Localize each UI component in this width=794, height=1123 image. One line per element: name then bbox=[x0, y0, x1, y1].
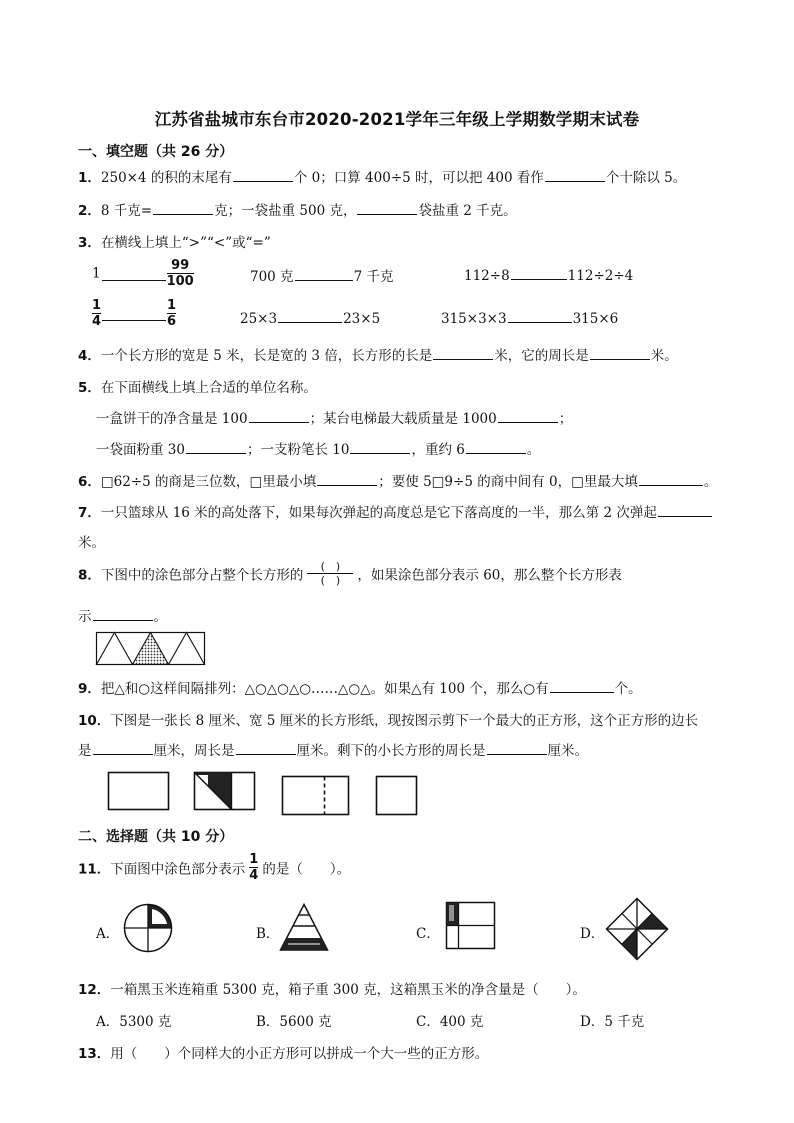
q1-blank-1[interactable] bbox=[233, 167, 293, 182]
q11-option-d-label: D． bbox=[580, 926, 605, 942]
q3-6-blank[interactable] bbox=[508, 308, 572, 323]
q12-option-c[interactable] bbox=[416, 1010, 483, 1030]
q11-diamond-figure bbox=[606, 898, 670, 962]
q10-folded-paper-figure bbox=[194, 772, 256, 812]
question-1 bbox=[78, 166, 686, 186]
q2-number: 2． bbox=[78, 203, 101, 219]
q5-text: 在下面横线上填上合适的单位名称。 bbox=[100, 380, 317, 396]
q5-l2-text-a: 一袋面粉重 30 bbox=[96, 442, 185, 458]
q5-l1-text-b: ；某台电梯最大载质量是 1000 bbox=[309, 411, 497, 427]
q5-blank-1[interactable] bbox=[249, 408, 309, 423]
q3-4-fraction-right bbox=[167, 298, 176, 329]
q3-5-blank[interactable] bbox=[278, 308, 342, 323]
q3-1-fraction-num: 99 bbox=[171, 258, 190, 273]
q10-line-2 bbox=[78, 739, 588, 759]
q8-number: 8． bbox=[78, 567, 101, 584]
q12-option-d[interactable] bbox=[580, 1010, 644, 1030]
q12-option-a[interactable] bbox=[96, 1010, 171, 1030]
q3-compare-5 bbox=[240, 308, 380, 327]
q10-text-d: 厘米。剩下的小长方形的周长是 bbox=[296, 743, 486, 759]
q6-text-a: □62÷5 的商是三位数，□里最小填 bbox=[100, 474, 317, 490]
q3-text: 在横线上填上“>”“<”或“=” bbox=[100, 235, 271, 251]
q5-blank-3[interactable] bbox=[186, 439, 246, 454]
q3-number: 3． bbox=[78, 235, 101, 251]
q3-1-left: 1 bbox=[92, 265, 101, 282]
q1-text-c: 个十除以 5。 bbox=[605, 170, 687, 186]
q9-blank-1[interactable] bbox=[550, 678, 614, 693]
q8-triangle-rectangle-figure bbox=[96, 632, 206, 666]
q4-text-b: 米，它的周长是 bbox=[494, 348, 589, 364]
q7-text-b: 米。 bbox=[78, 535, 105, 551]
q11-fraction bbox=[249, 852, 258, 883]
q11-option-d[interactable] bbox=[580, 922, 604, 942]
q12-option-a-label: A．5300 克 bbox=[96, 1014, 172, 1030]
question-2 bbox=[78, 199, 517, 219]
q12-option-d-label: D．5 千克 bbox=[580, 1014, 645, 1030]
q4-blank-2[interactable] bbox=[590, 345, 650, 360]
q10-text-a: 下图是一张长 8 厘米、宽 5 厘米的长方形纸，现按图示剪下一个最大的正方形，这个正方形的边长 bbox=[110, 713, 699, 729]
q11-option-a-label: A． bbox=[96, 926, 120, 942]
q6-number: 6． bbox=[78, 474, 101, 490]
q8-blank-1[interactable] bbox=[93, 606, 153, 621]
question-5 bbox=[78, 376, 317, 396]
q4-text-c: 米。 bbox=[650, 348, 678, 364]
q11-option-b-label: B． bbox=[256, 926, 280, 942]
section-choice: 二、选择题（共 10 分） bbox=[78, 829, 234, 845]
q3-3-blank[interactable] bbox=[511, 265, 567, 280]
question-6 bbox=[78, 470, 717, 490]
q8-line-2 bbox=[78, 605, 167, 625]
q5-blank-4[interactable] bbox=[350, 439, 410, 454]
question-4 bbox=[78, 344, 678, 364]
q1-number: 1． bbox=[78, 170, 101, 186]
q2-blank-2[interactable] bbox=[357, 200, 417, 215]
q7-number: 7． bbox=[78, 505, 101, 521]
q6-text-b: ；要使 5□9÷5 的商中间有 0，□里最大填 bbox=[378, 474, 638, 490]
q8-fraction-num-blank: ( ) bbox=[320, 560, 341, 573]
question-9 bbox=[78, 677, 642, 697]
q11-fraction-num: 1 bbox=[249, 852, 259, 867]
q10-blank-3[interactable] bbox=[487, 740, 547, 755]
q3-4-left-den: 4 bbox=[92, 314, 102, 329]
q4-number: 4． bbox=[78, 348, 101, 364]
q10-dashed-cut-figure bbox=[282, 776, 350, 816]
q3-1-fraction bbox=[167, 258, 194, 289]
q2-text-a: 8 千克= bbox=[100, 203, 153, 219]
question-13 bbox=[78, 1042, 488, 1062]
q8-text-a: 下图中的涂色部分占整个长方形的 bbox=[100, 567, 304, 584]
q3-compare-6 bbox=[441, 308, 618, 327]
q3-3-left: 112÷8 bbox=[464, 268, 510, 284]
q3-1-blank[interactable] bbox=[102, 266, 166, 281]
q12-option-c-label: C．400 克 bbox=[416, 1014, 484, 1030]
question-8 bbox=[78, 560, 622, 587]
q5-blank-5[interactable] bbox=[466, 439, 526, 454]
q3-5-left: 25×3 bbox=[240, 311, 278, 327]
q11-fraction-den: 4 bbox=[249, 868, 259, 883]
q9-text-a: 把△和○这样间隔排列：△○△○△○……△○△。如果△有 100 个，那么○有 bbox=[100, 681, 549, 697]
q3-6-right: 315×6 bbox=[572, 311, 619, 327]
q3-3-right: 112÷2÷4 bbox=[567, 268, 634, 284]
q11-text-a: 下面图中涂色部分表示 bbox=[110, 861, 246, 878]
q11-option-c[interactable] bbox=[416, 922, 440, 942]
q8-text-c: 示 bbox=[78, 609, 92, 625]
q3-4-right-num: 1 bbox=[167, 298, 177, 313]
q2-text-c: 袋盐重 2 千克。 bbox=[418, 203, 517, 219]
q10-text-c: 厘米，周长是 bbox=[153, 743, 235, 759]
q3-5-right: 23×5 bbox=[343, 311, 381, 327]
q3-2-left: 700 克 bbox=[250, 269, 294, 285]
q5-line-1 bbox=[96, 407, 572, 427]
q3-4-blank[interactable] bbox=[102, 306, 166, 321]
q12-option-b[interactable] bbox=[256, 1010, 332, 1030]
q12-option-b-label: B．5600 克 bbox=[256, 1014, 332, 1030]
q8-fraction-den-blank: ( ) bbox=[320, 574, 341, 587]
q12-number: 12． bbox=[78, 982, 111, 998]
question-12 bbox=[78, 978, 586, 998]
q10-blank-2[interactable] bbox=[236, 740, 296, 755]
section-fill-in: 一、填空题（共 26 分） bbox=[78, 144, 234, 160]
q10-rectangle-paper-figure bbox=[108, 772, 170, 812]
q3-6-left: 315×3×3 bbox=[441, 311, 507, 327]
q3-1-fraction-den: 100 bbox=[166, 274, 194, 289]
q6-blank-2[interactable] bbox=[639, 471, 703, 486]
q13-number: 13． bbox=[78, 1046, 111, 1062]
q1-text-b: 个 0；口算 400÷5 时，可以把 400 看作 bbox=[293, 170, 544, 186]
q12-text: 一箱黑玉米连箱重 5300 克，箱子重 300 克，这箱黑玉米的净含量是（ ）。 bbox=[110, 982, 586, 998]
q5-l1-text-a: 一盒饼干的净含量是 100 bbox=[96, 411, 248, 427]
q10-blank-1[interactable] bbox=[93, 740, 153, 755]
q8-text-b: ，如果涂色部分表示 60，那么整个长方形表 bbox=[357, 567, 622, 584]
q3-2-right: 7 千克 bbox=[353, 269, 394, 285]
q5-number: 5． bbox=[78, 380, 101, 396]
q11-circle-figure bbox=[124, 904, 174, 954]
q5-l2-text-d: 。 bbox=[526, 442, 541, 458]
question-11 bbox=[78, 852, 350, 883]
q8-text-d: 。 bbox=[153, 609, 167, 625]
q11-number: 11． bbox=[78, 861, 111, 878]
q2-blank-1[interactable] bbox=[153, 200, 213, 215]
q11-option-a[interactable] bbox=[96, 922, 119, 942]
q2-text-b: 克；一袋盐重 500 克， bbox=[214, 203, 357, 219]
q3-4-left-num: 1 bbox=[92, 298, 102, 313]
q11-triangle-figure bbox=[280, 904, 330, 954]
q3-4-right-den: 6 bbox=[167, 314, 177, 329]
q11-square-figure bbox=[446, 902, 498, 952]
q5-l2-text-b: ；一支粉笔长 10 bbox=[246, 442, 350, 458]
q1-blank-2[interactable] bbox=[545, 167, 605, 182]
q1-text-a: 250×4 的积的末尾有 bbox=[100, 170, 232, 186]
q3-compare-2 bbox=[250, 265, 393, 285]
question-10 bbox=[78, 709, 698, 729]
q7-line-2 bbox=[78, 531, 105, 551]
q5-l2-text-c: ，重约 6 bbox=[411, 442, 465, 458]
q8-answer-fraction[interactable] bbox=[307, 560, 353, 587]
q3-compare-1 bbox=[92, 258, 194, 289]
q5-l1-text-c: ； bbox=[558, 411, 573, 427]
q9-text-b: 个。 bbox=[614, 681, 642, 697]
q6-text-c: 。 bbox=[703, 474, 718, 490]
q3-2-blank[interactable] bbox=[295, 266, 353, 281]
exam-title: 江苏省盐城市东台市2020-2021学年三年级上学期数学期末试卷 bbox=[154, 110, 640, 129]
q5-line-2 bbox=[96, 438, 540, 458]
q6-blank-1[interactable] bbox=[317, 471, 377, 486]
q11-option-b[interactable] bbox=[256, 922, 279, 942]
q3-4-fraction-left bbox=[92, 298, 101, 329]
q10-text-e: 厘米。 bbox=[547, 743, 588, 759]
q13-text: 用（ ）个同样大的小正方形可以拼成一个大一些的正方形。 bbox=[110, 1046, 489, 1062]
q3-compare-3 bbox=[464, 265, 633, 284]
q10-text-b: 是 bbox=[78, 743, 92, 759]
q7-text-a: 一只篮球从 16 米的高处落下，如果每次弹起的高度总是它下落高度的一半，那么第 2 次弹起 bbox=[100, 505, 657, 521]
question-3 bbox=[78, 231, 271, 251]
q11-text-b: 的是（ ）。 bbox=[262, 861, 351, 878]
q9-number: 9． bbox=[78, 681, 101, 697]
q10-number: 10． bbox=[78, 713, 111, 729]
q4-blank-1[interactable] bbox=[433, 345, 493, 360]
q5-blank-2[interactable] bbox=[498, 408, 558, 423]
q10-cut-square-figure bbox=[376, 776, 420, 816]
q4-text-a: 一个长方形的宽是 5 米，长是宽的 3 倍，长方形的长是 bbox=[100, 348, 433, 364]
q11-option-c-label: C． bbox=[416, 926, 440, 942]
question-7 bbox=[78, 501, 713, 521]
q7-blank-1[interactable] bbox=[658, 502, 712, 517]
q3-compare-4 bbox=[92, 298, 176, 329]
